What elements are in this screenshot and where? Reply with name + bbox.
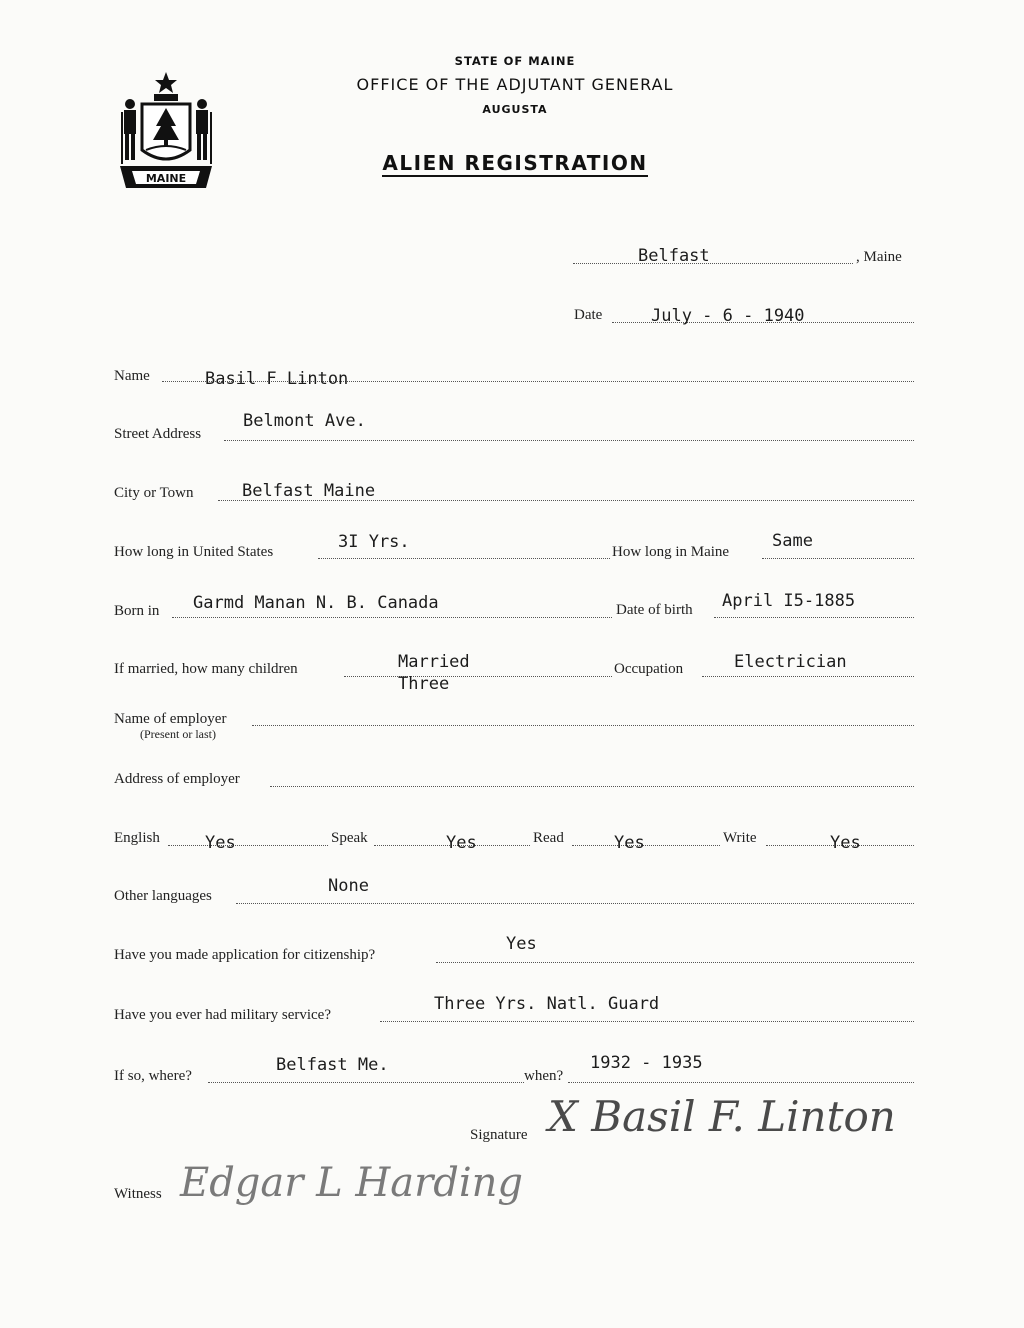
street-label: Street Address — [114, 426, 202, 442]
name-value: Basil F Linton — [205, 369, 349, 389]
how-long-us-line — [318, 558, 610, 559]
place-value: Belfast — [638, 246, 710, 266]
when-value: 1932 - 1935 — [590, 1053, 703, 1073]
speak-value: Yes — [446, 833, 477, 853]
street-value: Belmont Ave. — [243, 411, 366, 431]
employer-address-line — [270, 786, 914, 787]
header-office: OFFICE OF THE ADJUTANT GENERAL — [356, 75, 674, 94]
english-value: Yes — [205, 833, 236, 853]
other-languages-label: Other languages — [114, 888, 212, 904]
write-value: Yes — [830, 833, 861, 853]
military-line — [380, 1021, 914, 1022]
children-line — [344, 676, 612, 677]
how-long-maine-label: How long in Maine — [612, 544, 730, 560]
witness-label: Witness — [114, 1186, 162, 1202]
seal-text: MAINE — [145, 172, 187, 185]
place-line — [573, 263, 853, 264]
employer-sublabel: (Present or last) — [140, 727, 216, 741]
born-in-label: Born in — [114, 603, 160, 619]
military-label: Have you ever had military service? — [114, 1007, 331, 1023]
speak-label: Speak — [331, 830, 368, 846]
header-city: AUGUSTA — [482, 103, 548, 116]
born-in-value: Garmd Manan N. B. Canada — [193, 593, 439, 613]
write-label: Write — [723, 830, 757, 846]
employer-label: Name of employer — [114, 711, 227, 727]
citizenship-value: Yes — [506, 934, 537, 954]
street-line — [224, 440, 914, 441]
date-label: Date — [574, 307, 603, 323]
header-state: STATE OF MAINE — [454, 54, 576, 68]
how-long-us-value: 3I Yrs. — [338, 532, 410, 552]
employer-address-label: Address of employer — [114, 771, 240, 787]
read-label: Read — [533, 830, 564, 846]
english-line — [168, 845, 328, 846]
date-value: July - 6 - 1940 — [651, 306, 805, 326]
occupation-line — [702, 676, 914, 677]
born-in-line — [172, 617, 612, 618]
read-line — [572, 845, 720, 846]
city-value: Belfast Maine — [242, 481, 376, 501]
dob-line — [714, 617, 914, 618]
occupation-value: Electrician — [734, 652, 847, 672]
name-label: Name — [114, 368, 150, 384]
form-title: ALIEN REGISTRATION — [382, 151, 648, 175]
where-label: If so, where? — [114, 1068, 192, 1084]
where-line — [208, 1082, 524, 1083]
when-line — [568, 1082, 914, 1083]
where-value: Belfast Me. — [276, 1055, 389, 1075]
signature-label: Signature — [470, 1127, 528, 1143]
how-long-us-label: How long in United States — [114, 544, 274, 560]
occupation-label: Occupation — [614, 661, 684, 677]
military-value: Three Yrs. Natl. Guard — [434, 994, 660, 1014]
when-label: when? — [524, 1068, 564, 1084]
english-label: English — [114, 830, 160, 846]
signature-value: X Basil F. Linton — [548, 1092, 896, 1141]
children-value-line1: Married — [398, 652, 470, 672]
how-long-maine-value: Same — [772, 531, 813, 551]
read-value: Yes — [614, 833, 645, 853]
city-label: City or Town — [114, 485, 194, 501]
children-value-line2: Three — [398, 674, 450, 694]
employer-line — [252, 725, 914, 726]
dob-label: Date of birth — [616, 602, 693, 618]
citizenship-line — [436, 962, 914, 963]
form-title-wrap — [0, 151, 1024, 175]
other-languages-value: None — [328, 876, 369, 896]
place-suffix: , Maine — [856, 249, 902, 265]
how-long-maine-line — [762, 558, 914, 559]
children-label: If married, how many children — [114, 661, 298, 677]
other-languages-line — [236, 903, 914, 904]
dob-value: April I5-1885 — [722, 591, 856, 611]
witness-value: Edgar L Harding — [180, 1160, 523, 1206]
citizenship-label: Have you made application for citizenship? — [114, 947, 376, 963]
